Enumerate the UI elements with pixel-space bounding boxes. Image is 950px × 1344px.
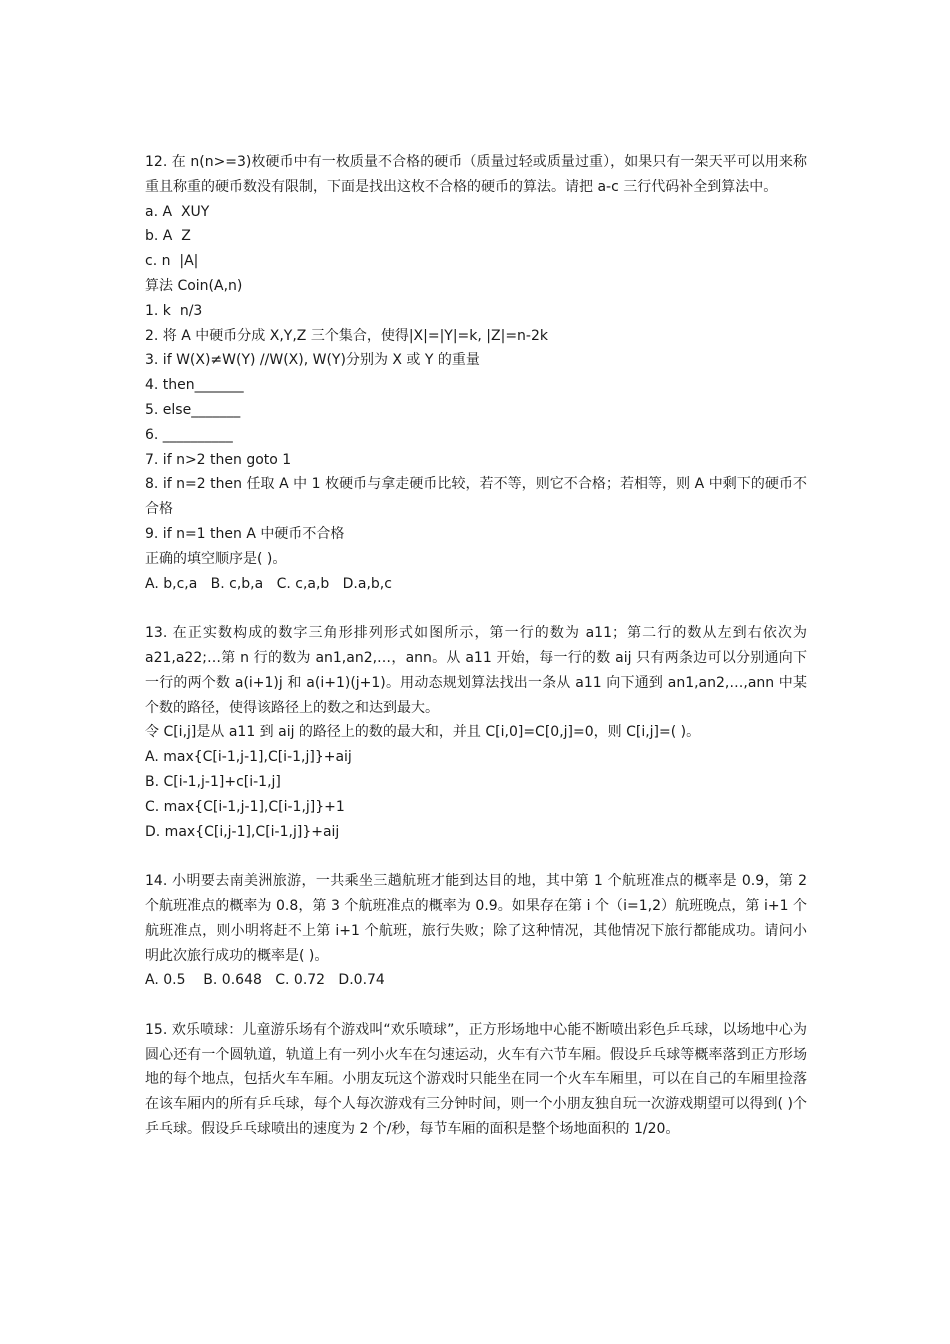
q12-step-5: 5. else_______ [145, 401, 241, 418]
q12-step-8: 8. if n=2 then 任取 A 中 1 枚硬币与拿走硬币比较，若不等，则它不合格；若相等，则 A 中剩下的硬币不合格 [145, 476, 807, 518]
q13-option-c: C. max{C[i-1,j-1],C[i-1,j]}+1 [145, 798, 345, 815]
q14-stem: 14. 小明要去南美洲旅游，一共乘坐三趟航班才能到达目的地，其中第 1 个航班准点的概率是 0.9，第 2 个航班准点的概率为 0.8，第 3 个航班准点的概率为 0.9。如果存在第 i 个（i=1,2）航班晚点，第 i+1 个航班准点，则小明将赶不上第 i+1 个航班，旅行失败；除了这种情况，其他情况下旅行都能成功。请问小明此次旅行成功的概率是( )。 [145, 873, 807, 964]
q12-question: 正确的填空顺序是( )。 [145, 550, 287, 567]
q12-code-c: c. n |A| [145, 253, 199, 270]
q13-option-d: D. max{C[i,j-1],C[i-1,j]}+aij [145, 823, 340, 840]
q12-step-7: 7. if n>2 then goto 1 [145, 451, 292, 468]
q13-option-a: A. max{C[i-1,j-1],C[i-1,j]}+aij [145, 749, 352, 766]
q12-step-4: 4. then_______ [145, 377, 244, 394]
spacer [145, 993, 807, 1018]
q12-algorithm-title: 算法 Coin(A,n) [145, 277, 243, 294]
q12-step-1: 1. k n/3 [145, 302, 203, 319]
q13-stem: 13. 在正实数构成的数字三角形排列形式如图所示，第一行的数为 a11；第二行的数从左到右依次为 a21,a22;…第 n 行的数为 an1,an2,…，ann。从 a11 开始，每一行的数 aij 只有两条边可以分别通向下一行的两个数 a(i+1)j 和 a(i+1)(j+1)。用动态规划算法找出一条从 a11 向下通到 an1,an2,…,ann 中某个数的路径，使得该路径上的数之和达到最大。 [145, 625, 807, 716]
q12-code-b: b. A Z [145, 228, 191, 245]
document-page [145, 150, 807, 1142]
q12-step-9: 9. if n=1 then A 中硬币不合格 [145, 525, 345, 542]
q12-step-3: 3. if W(X)≠W(Y) //W(X), W(Y)分别为 X 或 Y 的重量 [145, 352, 480, 369]
spacer [145, 844, 807, 869]
q12-step-6: 6. __________ [145, 426, 233, 443]
q12-code-a: a. A XUY [145, 203, 210, 220]
q12-step-2: 2. 将 A 中硬币分成 X,Y,Z 三个集合，使得|X|=|Y|=k, |Z|=n-2k [145, 327, 548, 344]
q14-options: A. 0.5 B. 0.648 C. 0.72 D.0.74 [145, 972, 385, 989]
q15-stem: 15. 欢乐喷球：儿童游乐场有个游戏叫“欢乐喷球”，正方形场地中心能不断喷出彩色乒乓球，以场地中心为圆心还有一个圆轨道，轨道上有一列小火车在匀速运动，火车有六节车厢。假设乒乓球等概率落到正方形场地的每个地点，包括火车车厢。小朋友玩这个游戏时只能坐在同一个火车车厢里，可以在自己的车厢里捡落在该车厢内的所有乒乓球，每个人每次游戏有三分钟时间，则一个小朋友独自玩一次游戏期望可以得到( )个乒乓球。假设乒乓球喷出的速度为 2 个/秒，每节车厢的面积是整个场地面积的 1/20。 [145, 1021, 807, 1138]
q12-stem: 12. 在 n(n>=3)枚硬币中有一枚质量不合格的硬币（质量过轻或质量过重），如果只有一架天平可以用来称重且称重的硬币数没有限制，下面是找出这枚不合格的硬币的算法。请把 a-c 三行代码补全到算法中。 [145, 154, 807, 195]
spacer [145, 596, 807, 621]
q13-option-b: B. C[i-1,j-1]+c[i-1,j] [145, 773, 281, 790]
q12-options: A. b,c,a B. c,b,a C. c,a,b D.a,b,c [145, 575, 392, 592]
q13-question: 令 C[i,j]是从 a11 到 aij 的路径上的数的最大和，并且 C[i,0]=C[0,j]=0，则 C[i,j]=( )。 [145, 724, 701, 741]
